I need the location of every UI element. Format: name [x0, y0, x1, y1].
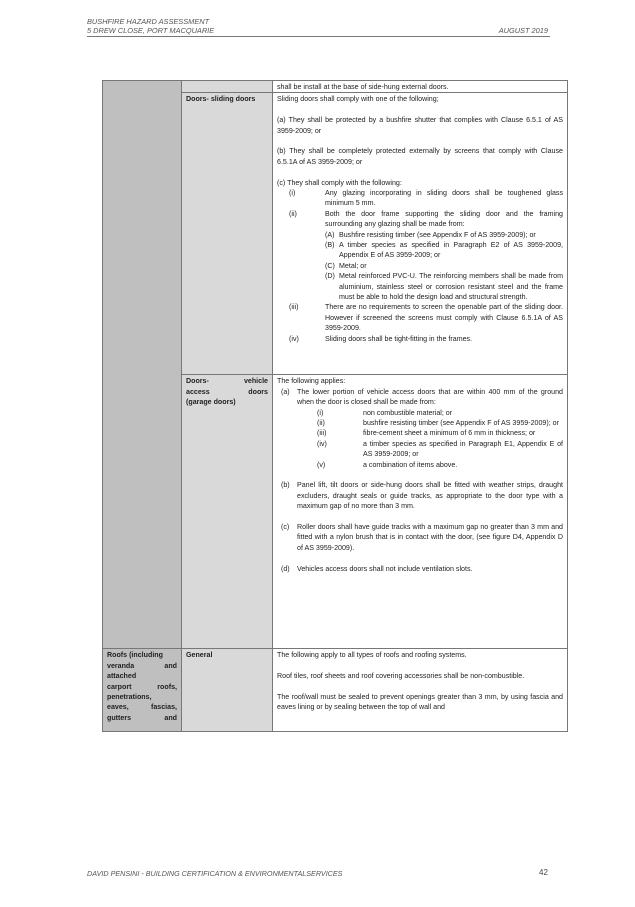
page-number: 42: [539, 868, 548, 877]
requirement-cell: [273, 649, 568, 732]
requirement-cell: [273, 93, 568, 375]
category-cell: [103, 81, 182, 649]
list-item: (iii) There are no requirements to screen the openable part of the sliding door. However if screened the screens must comply with Clause 6.5.1A of AS 3959-2009.: [289, 303, 563, 333]
requirement-cell: [273, 375, 568, 649]
list-item: (iv) Sliding doors shall be tight-fitting in the frames.: [289, 334, 473, 343]
list-item: (i) Any glazing incorporating in sliding doors shall be toughened glass minimum 5 mm.: [289, 189, 563, 208]
table-row-roofs: [103, 649, 568, 732]
list-item: (a) The lower portion of vehicle access doors that are within 400 mm of the ground when the door is closed shall be made from:: [281, 387, 563, 407]
requirement-cell: [273, 81, 568, 93]
requirement-text: The roof/wall must be sealed to prevent openings greater than 3 mm, by using fascia and eaves lining or by sealing between the top of wall and: [277, 693, 563, 712]
requirement-text: (a) They shall be protected by a bushfire shutter that complies with Clause 6.5.1 of AS 3959-2009; or: [277, 116, 563, 135]
subcategory-label: Doors- vehicle access doors (garage doors): [182, 375, 273, 649]
subcategory-cell: [182, 81, 273, 93]
list-item: (c) Roller doors shall have guide tracks with a maximum gap no greater than 3 mm and fitted with a nylon brush that is in contact with the door, (see figure D4, Appendix D of AS 3959-2009).: [281, 523, 563, 552]
list-item: (ii) Both the door frame supporting the sliding door and the framing surrounding any glazing shall be made from:: [289, 209, 563, 229]
page-header: [87, 17, 550, 35]
requirement-text: shall be install at the base of side-hung external doors.: [277, 83, 449, 91]
requirement-text: Sliding doors shall comply with one of the following;: [277, 95, 439, 104]
requirement-text: The following applies:: [277, 377, 346, 386]
list-item: (B) A timber species as specified in Paragraph E2 of AS 3959-2009, Appendix E of AS 3959-2009; or: [325, 241, 563, 260]
report-title: BUSHFIRE HAZARD ASSESSMENT: [87, 17, 210, 26]
header-rule: [87, 36, 550, 37]
subcategory-label: Doors- sliding doors: [182, 93, 273, 375]
subcategory-label: General: [182, 649, 273, 732]
category-label: Roofs (including veranda and attached carport roofs, penetrations, eaves, fascias, gutters and: [103, 649, 182, 732]
list-item: (i) non combustible material; or: [317, 408, 453, 417]
list-item: (ii) bushfire resisting timber (see Appendix F of AS 3959-2009); or: [317, 419, 559, 428]
property-address: 5 DREW CLOSE, PORT MACQUARIE: [87, 26, 215, 35]
list-item: (iii) fibre-cement sheet a minimum of 6 mm in thickness; or: [317, 429, 536, 438]
table-row: [103, 81, 568, 93]
requirement-text: Roof tiles, roof sheets and roof covering accessories shall be non-combustible.: [277, 672, 525, 681]
list-item: (v) a combination of items above.: [317, 460, 458, 469]
list-item: (iv) a timber species as specified in Paragraph E1, Appendix E of AS 3959-2009; or: [317, 439, 563, 459]
requirement-text: (b) They shall be completely protected externally by screens that comply with Clause 6.5.1A of AS 3959-2009; or: [277, 147, 563, 166]
list-item: (A) Bushfire resisting timber (see Appendix F of AS 3959-2009); or: [325, 230, 536, 239]
list-item: (D) Metal reinforced PVC-U. The reinforcing members shall be made from aluminium, stainless steel or corrosion resistant steel and the frame must be able to hold the design load and structural strength.: [325, 272, 563, 302]
requirement-text: (c) They shall comply with the following:: [277, 178, 402, 187]
list-item: (d) Vehicles access doors shall not include ventilation slots.: [281, 564, 473, 573]
list-item: (b) Panel lift, tilt doors or side-hung doors shall be fitted with weather strips, draught excluders, draught seals or guide tracks, as appropriate to the door type with a maximum gap of no more than 3 mm.: [281, 481, 563, 511]
footer-company: DAVID PENSINI - BUILDING CERTIFICATION & ENVIRONMENTALSERVICES: [87, 869, 343, 878]
report-date: AUGUST 2019: [498, 26, 548, 35]
list-item: (C) Metal; or: [325, 261, 367, 270]
requirements-table: [102, 80, 568, 732]
requirement-text: The following apply to all types of roofs and roofing systems.: [277, 651, 467, 660]
